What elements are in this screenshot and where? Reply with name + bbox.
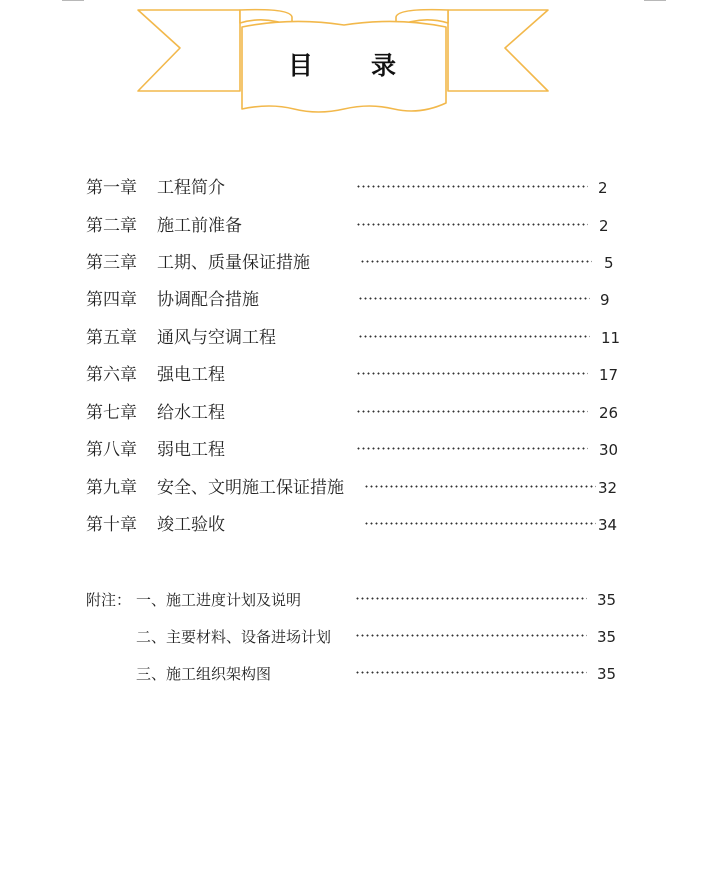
toc-chapter-title: 施工前准备 <box>157 216 242 236</box>
appendix-leader-dots <box>355 597 587 600</box>
toc-chapter-title: 工期、质量保证措施 <box>157 253 310 273</box>
toc-chapter-number: 第二章 <box>86 216 137 236</box>
toc-page-number: 17 <box>599 366 619 384</box>
toc-entry[interactable] <box>0 363 714 387</box>
toc-page-number: 26 <box>599 404 619 422</box>
toc-page-number: 34 <box>598 516 618 534</box>
page-title-part2: 录 <box>371 51 399 80</box>
toc-page-number: 2 <box>599 217 609 235</box>
toc-page-number: 9 <box>600 291 610 309</box>
page-corner-mark-right <box>644 0 666 1</box>
toc-page-number: 2 <box>598 179 608 197</box>
toc-chapter-number: 第三章 <box>86 253 137 273</box>
toc-chapter-number: 第六章 <box>86 365 137 385</box>
toc-page-number: 30 <box>599 441 619 459</box>
toc-page-number: 11 <box>601 329 621 347</box>
toc-chapter-title: 安全、文明施工保证措施 <box>157 478 344 498</box>
toc-page-number: 5 <box>604 254 614 272</box>
toc-chapter-number: 第一章 <box>86 178 137 198</box>
toc-chapter-title: 工程简介 <box>157 178 225 198</box>
toc-entry[interactable] <box>0 401 714 425</box>
toc-chapter-number: 第五章 <box>86 328 137 348</box>
toc-entry[interactable] <box>0 326 714 350</box>
toc-leader-dots <box>356 447 588 450</box>
toc-leader-dots <box>358 335 590 338</box>
toc-leader-dots <box>356 223 588 226</box>
page-title-part1: 目 <box>287 51 315 80</box>
appendix-item-label: 三、施工组织架构图 <box>136 665 272 683</box>
toc-leader-dots <box>364 522 596 525</box>
toc-entry[interactable] <box>0 251 714 275</box>
toc-entry[interactable] <box>0 438 714 462</box>
toc-leader-dots <box>356 410 588 413</box>
toc-chapter-title: 协调配合措施 <box>157 290 259 310</box>
appendix-page-number: 35 <box>597 628 617 646</box>
appendix-entry[interactable] <box>0 625 714 649</box>
toc-chapter-title: 弱电工程 <box>157 440 225 460</box>
toc-chapter-number: 第九章 <box>86 478 137 498</box>
toc-page-number: 32 <box>598 479 618 497</box>
appendix-page-number: 35 <box>597 591 617 609</box>
appendix-leader-dots <box>355 671 587 674</box>
toc-entry[interactable] <box>0 214 714 238</box>
toc-entry[interactable] <box>0 176 714 200</box>
toc-chapter-title: 给水工程 <box>157 403 225 423</box>
appendix-item-label: 二、主要材料、设备进场计划 <box>136 628 332 646</box>
toc-leader-dots <box>356 372 588 375</box>
appendix-entry[interactable] <box>0 662 714 686</box>
toc-chapter-number: 第四章 <box>86 290 137 310</box>
appendix-entry[interactable] <box>0 588 714 612</box>
toc-entry[interactable] <box>0 476 714 500</box>
toc-chapter-number: 第七章 <box>86 403 137 423</box>
appendix-page-number: 35 <box>597 665 617 683</box>
toc-leader-dots <box>364 485 596 488</box>
ribbon-left-tail <box>138 10 240 91</box>
appendix-leader-dots <box>355 634 587 637</box>
toc-chapter-number: 第八章 <box>86 440 137 460</box>
page-corner-mark-left <box>62 0 84 1</box>
appendix-prefix: 附注： <box>86 591 132 609</box>
toc-leader-dots <box>360 260 592 263</box>
toc-leader-dots <box>356 185 588 188</box>
toc-chapter-title: 通风与空调工程 <box>157 328 276 348</box>
ribbon-right-tail <box>448 10 548 91</box>
appendix-item-label: 一、施工进度计划及说明 <box>136 591 302 609</box>
toc-leader-dots <box>358 297 590 300</box>
toc-entry[interactable] <box>0 288 714 312</box>
toc-chapter-title: 强电工程 <box>157 365 225 385</box>
toc-entry[interactable] <box>0 513 714 537</box>
toc-chapter-number: 第十章 <box>86 515 137 535</box>
toc-chapter-title: 竣工验收 <box>157 515 225 535</box>
page-title <box>240 46 446 82</box>
